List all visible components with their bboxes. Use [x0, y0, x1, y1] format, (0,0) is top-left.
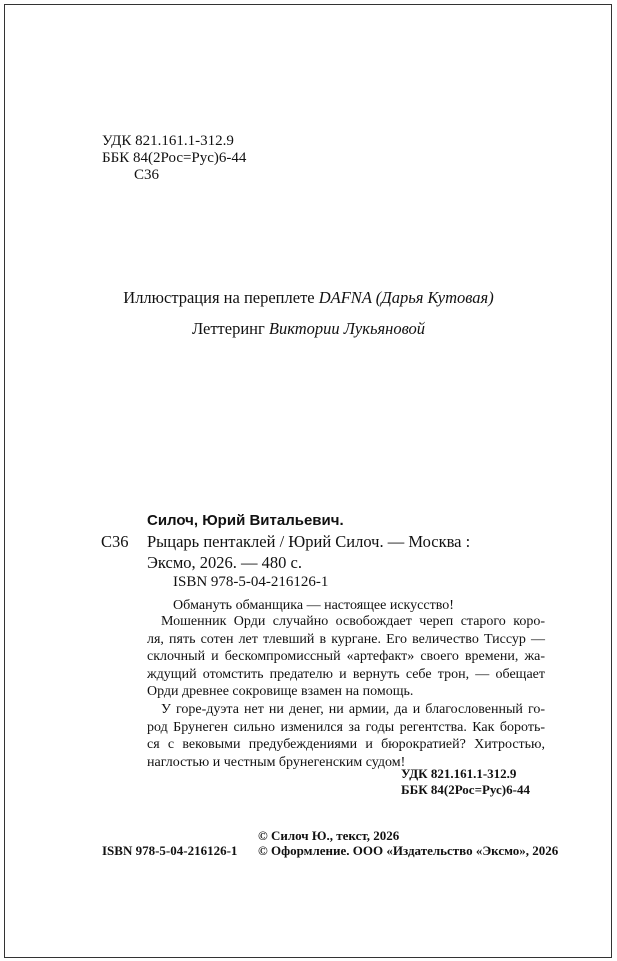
annotation-line: ждущий отомстить предателю и вернуть себе трон, — обещает: [147, 666, 545, 682]
footer-udk-code: УДК 821.161.1-312.9: [401, 766, 517, 781]
annotation-line: ля, пять сотен лет тлевший в кургане. Его величество Тиссур —: [147, 631, 545, 647]
annotation-line: ся с вековыми предубеждениями и бюрократией? Хитростью,: [147, 737, 545, 752]
annotation-line: Орди древнее сокровище взамен на помощь.: [147, 684, 414, 699]
illustration-prefix: Иллюстрация на переплете: [123, 288, 315, 307]
lettering-author: Виктории Лукьяновой: [268, 319, 426, 338]
illustration-credit: [0, 288, 617, 308]
lettering-credit: [0, 319, 617, 339]
annotation-line: склочный и бескомпромиссный «артефакт» своего времени, жа-: [147, 649, 545, 664]
udk-code: УДК 821.161.1-312.9: [102, 133, 234, 149]
lettering-prefix: Леттеринг: [191, 319, 265, 338]
annotation-line: Мошенник Орди случайно освобождает череп старого коро-: [161, 614, 545, 629]
page-border: [4, 4, 612, 958]
catalog-title-line1: Рыцарь пентаклей / Юрий Силоч. — Москва :: [147, 532, 471, 551]
annotation-paragraph-1: [147, 613, 545, 701]
annotation-line: род Брунеген сильно изменился за годы регентства. Как бороть-: [147, 719, 545, 735]
annotation-line: У горе-дуэта нет ни денег, ни армии, да и благословенный го-: [161, 702, 545, 717]
footer-bbk-code: ББК 84(2Рос=Рус)6-44: [401, 782, 530, 797]
catalog-title-line2: Эксмо, 2026. — 480 с.: [147, 553, 302, 572]
copyright-text: © Силоч Ю., текст, 2026: [258, 828, 400, 843]
annotation-line: наглостью и честным брунегенским судом!: [147, 754, 406, 770]
author-mark: С36: [134, 167, 160, 183]
illustration-author: DAFNA (Дарья Кутовая): [318, 288, 494, 307]
annotation-tagline: Обмануть обманщика — настоящее искусство!: [173, 598, 454, 613]
annotation-paragraph-2: [147, 701, 545, 771]
imprint-isbn: ISBN 978-5-04-216126-1: [102, 843, 238, 858]
bbk-code: ББК 84(2Рос=Рус)6-44: [102, 150, 247, 166]
copyright-design: © Оформление. ООО «Издательство «Эксмо», 2026: [258, 843, 559, 858]
catalog-isbn: ISBN 978-5-04-216126-1: [173, 574, 329, 590]
catalog-author-heading: Силоч, Юрий Витальевич.: [147, 512, 344, 529]
catalog-author-mark: С36: [101, 532, 129, 551]
